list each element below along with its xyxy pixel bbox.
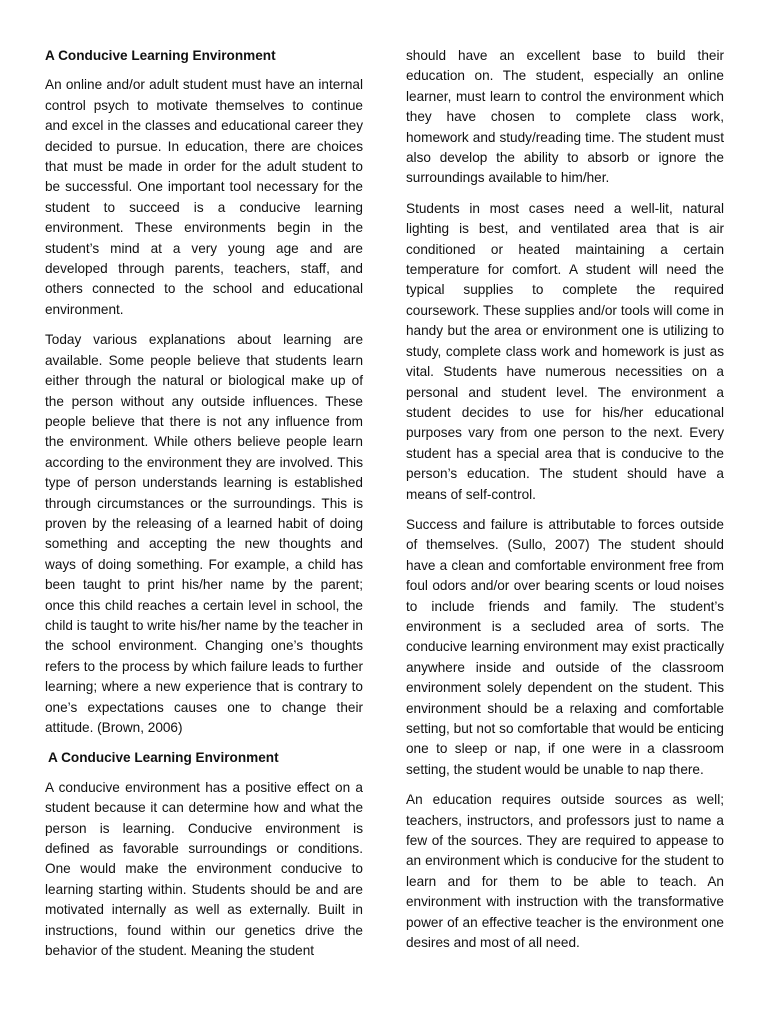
paragraph: Students in most cases need a well-lit, natural lighting is best, and ventilated area that is air conditioned or heated maintaining a certain temperature for comfort. A student will need the typical supplies to complete the required coursework. These supplies and/or tools will come in handy but the area or environment one is utilizing to study, complete class work and homework is just as vital. Students have numerous necessities on a personal and student level. The environment a student decides to use for his/her educational purposes vary from one person to the next. Every student has a special area that is conducive to the person’s education. The student should have a means of self-control.	[406, 200, 724, 502]
section-heading: A Conducive Learning Environment	[48, 750, 279, 766]
section-heading: A Conducive Learning Environment	[45, 48, 276, 63]
paragraph: Today various explanations about learning are available. Some people believe that students learn either through the natural or biological make up of the person without any outside influences. These people believe that there is not any influence from the environment. While others believe people learn according to the environment they are involved. This type of person understands learning is established through circumstances or the surroundings. This is proven by the releasing of a learned habit of doing something and accepting the new thoughts and ways of doing something. For example, a child has been taught to print his/her name by the parent; once this child reaches a certain level in school, the child is taught to write his/her name by the teacher in the school environment. Changing one’s thoughts refers to the process by which failure leads to further learning; where a new experience that is contrary to one’s expectations causes one to change their attitude. (Brown, 2006)	[45, 332, 363, 735]
paragraph: An education requires outside sources as well; teachers, instructors, and professors just to name a few of the sources. They are required to appease to an environment which is conducive for the student to learn and for them to be able to teach. An environment with instruction with the transformative power of an effective teacher is the environment one desires and most of all need.	[406, 792, 724, 951]
right-column	[406, 46, 724, 963]
paragraph: A conducive environment has a positive effect on a student because it can determine how and what the person is learning. Conducive environment is defined as favorable surroundings or conditions. One would make the environment conducive to learning starting within. Students should be and are motivated internally as well as externally. Built in instructions, found within our genetics drive the behavior of the student. Meaning the student	[45, 779, 363, 959]
paragraph: An online and/or adult student must have an internal control psych to motivate themselves to continue and excel in the classes and educational career they decided to pursue. In education, there are choices that must be made in order for the adult student to be successful. One important tool necessary for the student to succeed is a conducive learning environment. These environments begin in the student’s mind at a very young age and are developed through parents, teachers, staff, and others connected to the school and educational environment.	[45, 77, 363, 317]
paragraph: should have an excellent base to build their education on. The student, especially an online learner, must learn to control the environment which they have chosen to complete class work, homework and study/reading time. The student must also develop the ability to absorb or ignore the surroundings available to him/her.	[406, 48, 724, 186]
left-column	[45, 46, 363, 971]
paragraph: Success and failure is attributable to forces outside of themselves. (Sullo, 2007) The student should have a clean and comfortable environment free from foul odors and/or over bearing scents or loud noises to include friends and family. The student’s environment is a secluded area of sorts. The conducive learning environment may exist practically anywhere inside and outside of the classroom environment solely dependent on the student. This environment should be a relaxing and comfortable setting, but not so comfortable that would be enticing one to sleep or nap, if one were in a classroom setting, the student would be unable to nap there.	[406, 516, 724, 777]
